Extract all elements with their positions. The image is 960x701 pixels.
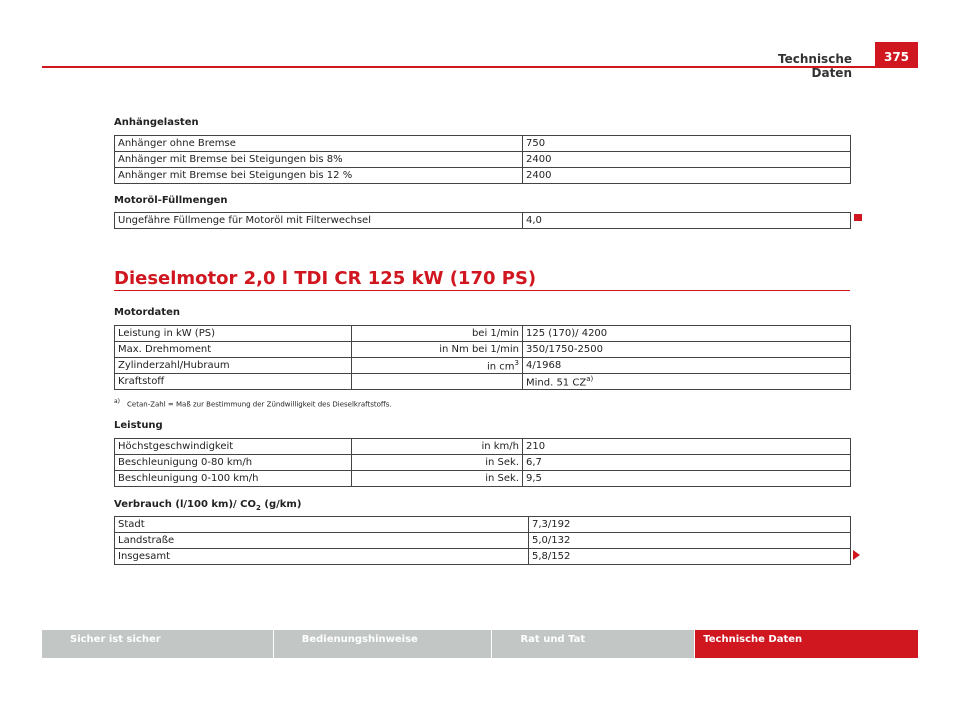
cell-value: 9,5	[523, 471, 851, 487]
cell-value: 5,0/132	[529, 533, 851, 549]
cell-name: Landstraße	[115, 533, 529, 549]
table-row	[115, 455, 851, 471]
cell-name: Beschleunigung 0-80 km/h	[115, 455, 352, 471]
cell-value: 2400	[523, 152, 851, 168]
cell-value: 4/1968	[523, 358, 851, 374]
cell-unit: bei 1/min	[352, 326, 523, 342]
table-leistung	[114, 438, 851, 487]
unit-text: in cm	[486, 361, 515, 373]
table-row	[115, 549, 851, 565]
cell-name: Insgesamt	[115, 549, 529, 565]
footer-tab-technische-daten[interactable]: Technische Daten	[695, 630, 918, 658]
table-row	[115, 152, 851, 168]
table-row	[115, 517, 851, 533]
cell-value: 5,8/152	[529, 549, 851, 565]
value-text: Mind. 51 CZ	[526, 377, 587, 389]
cell-value: 125 (170)/ 4200	[523, 326, 851, 342]
cell-name: Anhänger mit Bremse bei Steigungen bis 8%	[115, 152, 523, 168]
table-motordaten	[114, 325, 851, 390]
verbrauch-label-text: Verbrauch (l/100 km)/ CO	[114, 499, 257, 510]
cell-name: Anhänger mit Bremse bei Steigungen bis 12 %	[115, 168, 523, 184]
table-row	[115, 471, 851, 487]
table-row	[115, 136, 851, 152]
table-row	[115, 342, 851, 358]
table-row	[115, 374, 851, 390]
table-verbrauch	[114, 516, 851, 565]
cell-unit: in Nm bei 1/min	[352, 342, 523, 358]
section-title-rule	[114, 290, 850, 291]
label-leistung: Leistung	[114, 420, 163, 431]
cell-name: Ungefähre Füllmenge für Motoröl mit Filterwechsel	[115, 213, 523, 229]
label-motoroel: Motoröl-Füllmengen	[114, 195, 228, 206]
continue-arrow-icon	[853, 550, 860, 560]
footer-nav	[42, 630, 918, 658]
table-row	[115, 439, 851, 455]
cell-name: Max. Drehmoment	[115, 342, 352, 358]
cell-value: 350/1750-2500	[523, 342, 851, 358]
cell-value: 2400	[523, 168, 851, 184]
footer-tab-rat[interactable]: Rat und Tat	[492, 630, 694, 658]
footnote-text: Cetan-Zahl = Maß zur Bestimmung der Zündwilligkeit des Dieselkraftstoffs.	[127, 400, 392, 409]
cell-name: Anhänger ohne Bremse	[115, 136, 523, 152]
table-row	[115, 358, 851, 374]
cell-unit: in km/h	[352, 439, 523, 455]
table-row	[115, 168, 851, 184]
page-number: 375	[875, 42, 918, 66]
footnote	[114, 398, 392, 408]
cell-value: 6,7	[523, 455, 851, 471]
header-title: Technische Daten	[778, 52, 852, 80]
cell-name: Stadt	[115, 517, 529, 533]
cell-name: Höchstgeschwindigkeit	[115, 439, 352, 455]
table-anhaengelasten	[114, 135, 851, 184]
cell-value: 4,0	[523, 213, 851, 229]
cell-name: Beschleunigung 0-100 km/h	[115, 471, 352, 487]
cell-name: Leistung in kW (PS)	[115, 326, 352, 342]
cell-unit	[352, 358, 523, 374]
footer-tab-sicher[interactable]: Sicher ist sicher	[42, 630, 273, 658]
unit-superscript: 3	[514, 358, 519, 367]
cell-unit	[352, 374, 523, 390]
table-motoroel	[114, 212, 851, 229]
cell-value: 7,3/192	[529, 517, 851, 533]
cell-name: Kraftstoff	[115, 374, 352, 390]
cell-value: 210	[523, 439, 851, 455]
section-end-marker	[854, 214, 862, 221]
label-verbrauch	[114, 499, 301, 512]
table-row	[115, 326, 851, 342]
table-row	[115, 213, 851, 229]
cell-value	[523, 374, 851, 390]
section-title: Dieselmotor 2,0 l TDI CR 125 kW (170 PS)	[114, 268, 537, 289]
cell-unit: in Sek.	[352, 471, 523, 487]
label-anhaengelasten: Anhängelasten	[114, 117, 199, 128]
footnote-marker: a)	[114, 398, 121, 405]
footer-tab-bedienung[interactable]: Bedienungshinweise	[274, 630, 492, 658]
table-row	[115, 533, 851, 549]
cell-name: Zylinderzahl/Hubraum	[115, 358, 352, 374]
label-motordaten: Motordaten	[114, 307, 180, 318]
verbrauch-label-unit: (g/km)	[260, 499, 302, 510]
verbrauch-label-sub: 2	[256, 504, 261, 512]
cell-unit: in Sek.	[352, 455, 523, 471]
footnote-ref: a)	[586, 374, 594, 383]
cell-value: 750	[523, 136, 851, 152]
